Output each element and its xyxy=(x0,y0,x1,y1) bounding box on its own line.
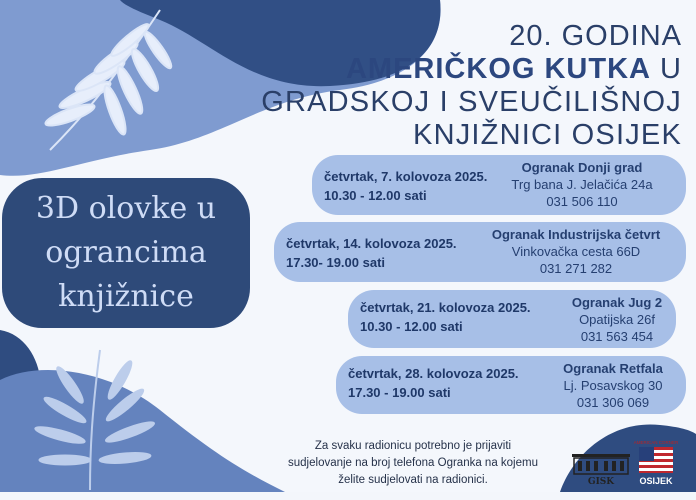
event-phone: 031 306 069 xyxy=(576,395,650,410)
title-line-2 xyxy=(261,53,682,86)
event-date-time xyxy=(348,364,519,402)
note-line-3: želite sudjelovati na radionici. xyxy=(338,474,488,486)
event-date: četvrtak, 21. kolovoza 2025. xyxy=(360,300,531,315)
event-time: 17.30- 19.00 sati xyxy=(286,255,386,270)
event-address: Lj. Posavskog 30 xyxy=(563,378,663,393)
event-card xyxy=(348,290,676,348)
event-date: četvrtak, 28. kolovoza 2025. xyxy=(348,366,519,381)
title-american-corner: AMERIČKOG KUTKA xyxy=(345,53,651,85)
event-branch: Ogranak Industrijska četvrt xyxy=(491,227,661,242)
leaf-bottom-icon xyxy=(20,340,170,500)
gisk-text: GISK xyxy=(587,477,615,487)
library-building-icon xyxy=(570,448,632,486)
event-address: Opatijska 26f xyxy=(579,312,655,327)
headline-line-2: ograncima xyxy=(45,235,207,270)
corner-bottom-text: OSIJEK xyxy=(639,476,673,486)
flag-icon xyxy=(633,438,679,488)
event-location xyxy=(548,360,678,411)
gisk-logo xyxy=(570,448,632,486)
event-date-time xyxy=(324,167,487,205)
event-phone: 031 563 454 xyxy=(580,329,654,344)
title-line-4: KNJIŽNICI OSIJEK xyxy=(413,119,682,151)
event-card xyxy=(274,222,686,282)
headline-pill xyxy=(2,178,250,328)
event-date-time xyxy=(286,234,457,272)
headline-line-3: knjižnice xyxy=(58,279,194,314)
event-date: četvrtak, 7. kolovoza 2025. xyxy=(324,169,488,184)
event-location xyxy=(492,159,672,210)
event-phone: 031 506 110 xyxy=(546,194,618,209)
event-phone: 031 271 282 xyxy=(539,261,613,276)
registration-note xyxy=(288,438,538,489)
title-line-2-rest: U xyxy=(660,53,682,85)
leaf-top-icon xyxy=(20,0,220,170)
note-line-1: Za svaku radionicu potrebno je prijaviti xyxy=(314,440,512,452)
event-branch: Ogranak Donji grad xyxy=(521,160,643,175)
event-branch: Ogranak Retfala xyxy=(563,361,663,376)
event-date-time xyxy=(360,298,531,336)
event-address: Trg bana J. Jelačića 24a xyxy=(511,177,653,192)
event-card xyxy=(312,155,686,215)
title-line-3: GRADSKOJ I SVEUČILIŠNOJ xyxy=(261,86,682,118)
event-time: 10.30 - 12.00 sati xyxy=(324,188,427,203)
title-line-1: 20. GODINA xyxy=(509,20,682,52)
event-location xyxy=(476,226,676,277)
event-branch: Ogranak Jug 2 xyxy=(571,295,663,310)
corner-top-text: AMERICAN CORNER xyxy=(633,440,679,445)
event-time: 17.30 - 19.00 sati xyxy=(348,385,451,400)
poster-title xyxy=(261,20,682,152)
headline-line-1: 3D olovke u xyxy=(35,191,217,226)
event-location xyxy=(562,294,672,345)
event-card xyxy=(336,356,686,414)
event-time: 10.30 - 12.00 sati xyxy=(360,319,463,334)
event-date: četvrtak, 14. kolovoza 2025. xyxy=(286,236,457,251)
american-corner-logo xyxy=(633,438,679,488)
event-address: Vinkovačka cesta 66D xyxy=(511,244,641,259)
note-line-2: sudjelovanje na broj telefona Ogranka na kojemu xyxy=(288,457,538,469)
